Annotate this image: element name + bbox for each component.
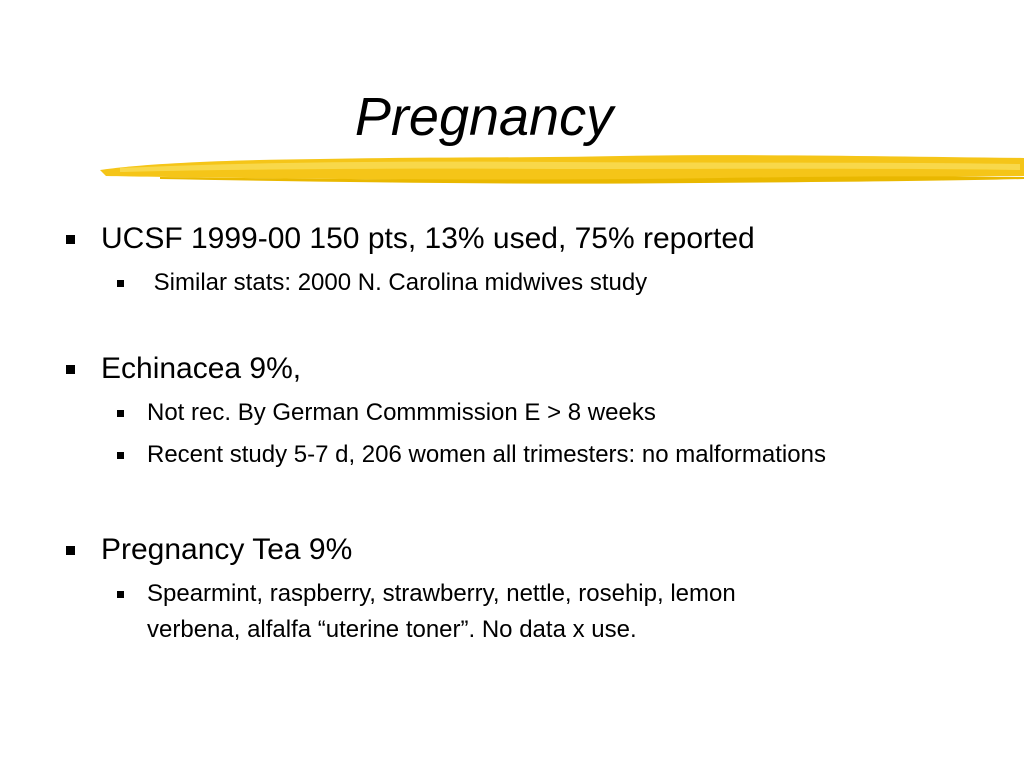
square-bullet-icon [66, 235, 75, 244]
sub-bullet-text: Similar stats: 2000 N. Carolina midwives study [147, 269, 648, 296]
square-bullet-icon [66, 546, 75, 555]
bullet-text: UCSF 1999-00 150 pts, 13% used, 75% reported [101, 222, 755, 255]
square-bullet-icon [117, 410, 124, 417]
sub-bullet-text: Not rec. By German Commmission E > 8 weeks [147, 399, 656, 426]
sub-bullet-text-continuation: verbena, alfalfa “uterine toner”. No data x use. [147, 616, 637, 643]
bullet-text: Pregnancy Tea 9% [101, 533, 353, 566]
sub-bullet-text: Recent study 5-7 d, 206 women all trimesters: no malformations [147, 441, 826, 468]
slide-title: Pregnancy [354, 87, 614, 147]
square-bullet-icon [117, 591, 124, 598]
bullet-text: Echinacea 9%, [101, 352, 302, 385]
square-bullet-icon [66, 365, 75, 374]
square-bullet-icon [117, 452, 124, 459]
sub-bullet-text: Spearmint, raspberry, strawberry, nettle, rosehip, lemon [147, 580, 736, 607]
square-bullet-icon [117, 280, 124, 287]
